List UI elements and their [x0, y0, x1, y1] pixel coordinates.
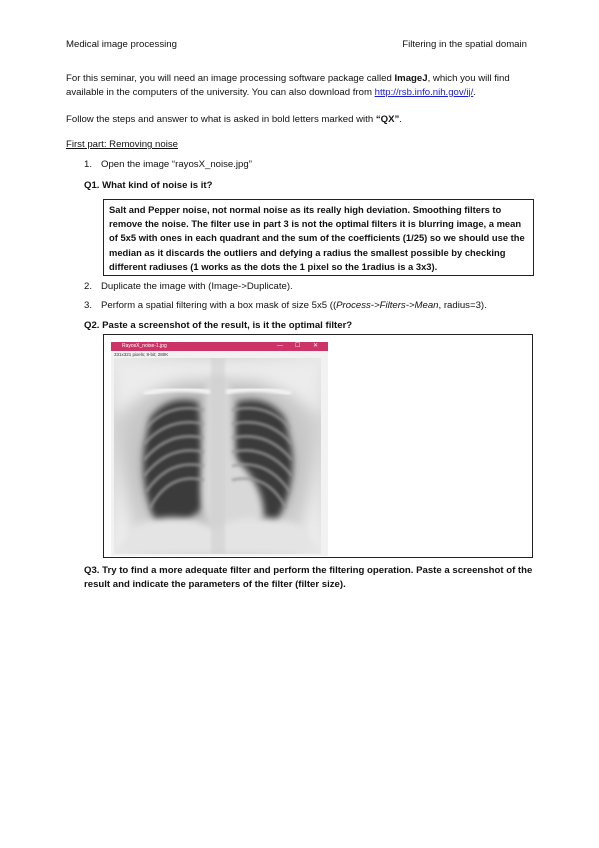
- section-title: First part: Removing noise: [66, 139, 178, 150]
- close-icon: ✕: [313, 343, 319, 349]
- instructions-paragraph: [66, 113, 536, 127]
- step-number: 2.: [84, 281, 93, 292]
- menu-path: Process->Filters->Mean: [336, 300, 439, 311]
- question-2: Q2. Paste a screenshot of the result, is it the optimal filter?: [84, 320, 353, 331]
- maximize-icon: ☐: [295, 343, 301, 349]
- instructions-text: Follow the steps and answer to what is asked in bold letters marked with: [66, 114, 376, 125]
- intro-text: For this seminar, you will need an image processing software package called: [66, 73, 395, 84]
- question-3: Q3. Try to find a more adequate filter and perform the filtering operation. Paste a screenshot of the result and indicate the parameters of the filter (filter size).: [84, 565, 533, 590]
- intro-text-2: , which you will find available in the computers of the university. You can also download from: [66, 73, 510, 98]
- imagej-window-screenshot: [111, 342, 328, 556]
- answer-text: Salt and Pepper noise, not normal noise as its really high deviation. Smoothing filters to remove the noise. The filter use in part 3 is not the optimal filters it is blurring image, a mean of 5x5 with ones in each quadrant and the sum of the coefficients (1/25) so we should use the median as it discards the outliers and defying a radius the smallest possible by checking different radiuses (1 works as the dots the 1 pixel so the 1radius is a 3x3).: [109, 204, 525, 272]
- window-titlebar: [111, 342, 328, 351]
- image-info: 331x321 pixels; 8-bit; 280K: [114, 352, 169, 357]
- step-text: Duplicate the image with (Image->Duplicate).: [101, 281, 293, 292]
- download-link[interactable]: http://rsb.info.nih.gov/ij/: [374, 86, 474, 98]
- instructions-end: .: [399, 114, 402, 125]
- step-number: 3.: [84, 300, 93, 311]
- step-number: 1.: [84, 159, 93, 170]
- question-1: Q1. What kind of noise is it?: [84, 180, 213, 191]
- minimize-icon: —: [277, 343, 283, 349]
- qx-marker: “QX”: [375, 114, 400, 125]
- intro-end: .: [473, 86, 476, 98]
- step-text: Open the image “rayosX_noise.jpg”: [101, 159, 252, 170]
- window-title: RayosX_noise-1.jpg: [122, 343, 167, 349]
- answer-box[interactable]: [103, 199, 534, 276]
- chest-xray-image: [114, 358, 321, 554]
- header-right: Filtering in the spatial domain: [402, 39, 527, 50]
- step-1: [84, 159, 252, 170]
- software-name: ImageJ: [394, 73, 428, 84]
- step-2: [84, 281, 293, 292]
- step-3: [84, 300, 487, 311]
- intro-paragraph: [66, 72, 536, 99]
- step-text-end: , radius=3).: [438, 300, 487, 311]
- step-text: Perform a spatial filtering with a box mask of size 5x5 ((: [101, 300, 337, 311]
- header-left: Medical image processing: [66, 39, 177, 50]
